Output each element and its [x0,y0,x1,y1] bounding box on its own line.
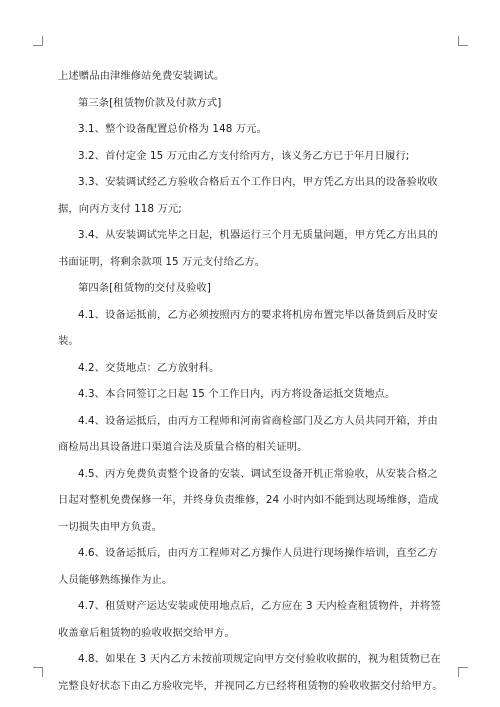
paragraph-4-4: 4.4、设备运抵后，由丙方工程师和河南省商检部门及乙方人员共同开箱，并由商检局出具设备进口渠道合法及质量合格的相关证明。 [58,414,438,453]
paragraph-3-3: 3.3、安装调试经乙方验收合格后五个工作日内，甲方凭乙方出具的设备验收收据，向丙方支付 118 万元; [58,176,438,215]
paragraph-4-8: 4.8、如果在 3 天内乙方未按前项规定向甲方交付验收收据的，视为租赁物已在完整良好状态下由乙方验收完毕，并视同乙方已经将租赁物的验收收据交付给甲方。 [58,653,443,692]
paragraph-4-6: 4.6、设备运抵后，由丙方工程师对乙方操作人员进行现场操作培训，直至乙方人员能够熟练操作为止。 [58,547,438,586]
paragraph-3-1: 3.1、整个设备配置总价格为 148 万元。 [78,123,267,135]
paragraph-4-2: 4.2、交货地点：乙方放射科。 [78,361,220,374]
document-body [58,63,448,699]
crop-mark-bottom-right [458,667,468,677]
paragraph-3-2: 3.2、首付定金 15 万元由乙方支付给丙方，该义务乙方已于年月日履行; [78,149,410,162]
paragraph-gift-install: 上述赠品由津维修站免费安装调试。 [58,70,225,82]
crop-mark-top-right [458,36,468,46]
paragraph-4-1: 4.1、设备运抵前，乙方必须按照丙方的要求将机房布置完毕以备货到后及时安装。 [58,308,438,347]
paragraph-4-7: 4.7、租赁财产运达安装或使用地点后，乙方应在 3 天内检查租赁物件，并将签收盖章后租赁物的验收收据交给甲方。 [58,600,441,639]
heading-article-4: 第四条[租赁物的交付及验收] [78,282,211,294]
paragraph-4-5: 4.5、丙方免费负责整个设备的安装、调试至设备开机正常验收，从安装合格之日起对整机免费保修一年，并终身负责维修，24 小时内如不能到达现场维修，造成一切损失由甲方负责。 [58,467,439,533]
paragraph-4-3: 4.3、本合同签订之日起 15 个工作日内，丙方将设备运抵交货地点。 [78,388,396,400]
paragraph-3-4: 3.4、从安装调试完毕之日起，机器运行三个月无质量问题，甲方凭乙方出具的书面证明，将剩余款项 15 万元支付给乙方。 [58,229,438,268]
crop-mark-top-left [33,36,43,46]
crop-mark-bottom-left [33,667,43,677]
heading-article-3: 第三条[租赁物价款及付款方式] [78,96,222,109]
